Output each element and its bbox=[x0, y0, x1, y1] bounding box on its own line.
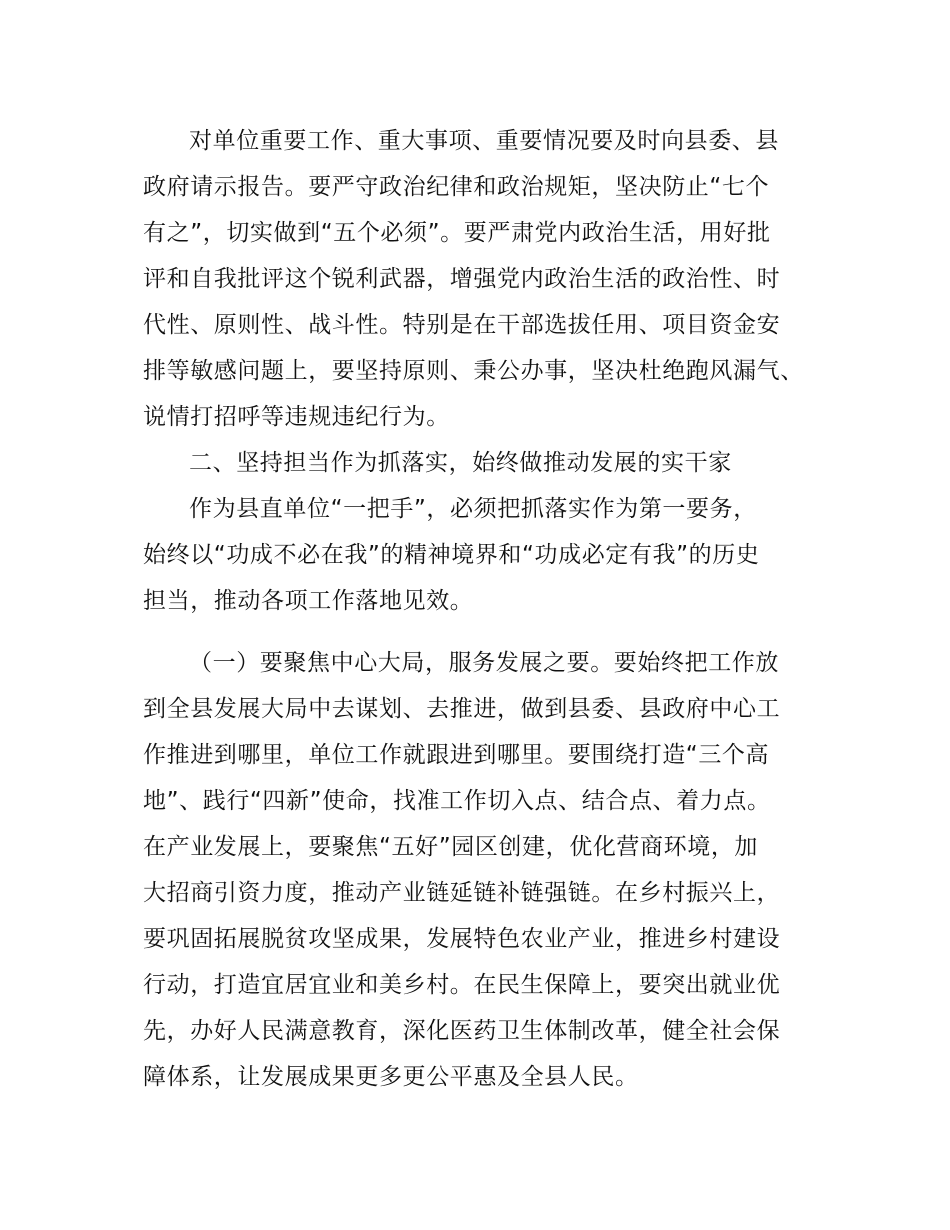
text-line: 地”、践行“四新”使命，找准工作切入点、结合点、着力点。 bbox=[143, 788, 771, 814]
heading-text: 二、坚持担当作为抓落实，始终做推动发展的实干家 bbox=[189, 450, 732, 476]
text-line: 说情打招呼等违规违纪行为。 bbox=[143, 404, 450, 430]
text-line: 担当，推动各项工作落地见效。 bbox=[143, 588, 474, 614]
paragraph-reporting bbox=[143, 118, 823, 440]
text-line: 先，办好人民满意教育，深化医药卫生体制改革，健全社会保 bbox=[143, 1018, 781, 1044]
text-line: 有之”，切实做到“五个必须”。要严肃党内政治生活，用好批 bbox=[143, 220, 771, 246]
text-line: 作推进到哪里，单位工作就跟进到哪里。要围绕打造“三个高 bbox=[143, 742, 770, 768]
text-line: 障体系，让发展成果更多更公平惠及全县人民。 bbox=[143, 1064, 639, 1090]
document-body bbox=[143, 118, 823, 1100]
text-line: （一）要聚焦中心大局，服务发展之要。要始终把工作放 bbox=[189, 650, 779, 676]
text-line: 行动，打造宜居宜业和美乡村。在民生保障上，要突出就业优 bbox=[143, 972, 781, 998]
text-line: 在产业发展上，要聚焦“五好”园区创建，优化营商环境，加 bbox=[143, 834, 759, 860]
text-line: 对单位重要工作、重大事项、重要情况要及时向县委、县 bbox=[189, 128, 779, 154]
text-line: 要巩固拓展脱贫攻坚成果，发展特色农业产业，推进乡村建设 bbox=[143, 926, 781, 952]
text-line: 评和自我批评这个锐利武器，增强党内政治生活的政治性、时 bbox=[143, 266, 781, 292]
paragraph-focus-center bbox=[143, 640, 823, 1100]
text-line: 始终以“功成不必在我”的精神境界和“功成必定有我”的历史 bbox=[143, 542, 760, 568]
paragraph-implementation bbox=[143, 486, 823, 624]
text-line: 排等敏感问题上，要坚持原则、秉公办事，坚决杜绝跑风漏气、 bbox=[143, 358, 804, 384]
text-line: 代性、原则性、战斗性。特别是在干部选拔任用、项目资金安 bbox=[143, 312, 781, 338]
section-heading bbox=[143, 440, 823, 486]
paragraph-spacer bbox=[143, 624, 823, 640]
text-line: 作为县直单位“一把手”，必须把抓落实作为第一要务， bbox=[189, 496, 757, 522]
text-line: 大招商引资力度，推动产业链延链补链强链。在乡村振兴上， bbox=[143, 880, 781, 906]
text-line: 政府请示报告。要严守政治纪律和政治规矩，坚决防止“七个 bbox=[143, 174, 770, 200]
text-line: 到全县发展大局中去谋划、去推进，做到县委、县政府中心工 bbox=[143, 696, 781, 722]
